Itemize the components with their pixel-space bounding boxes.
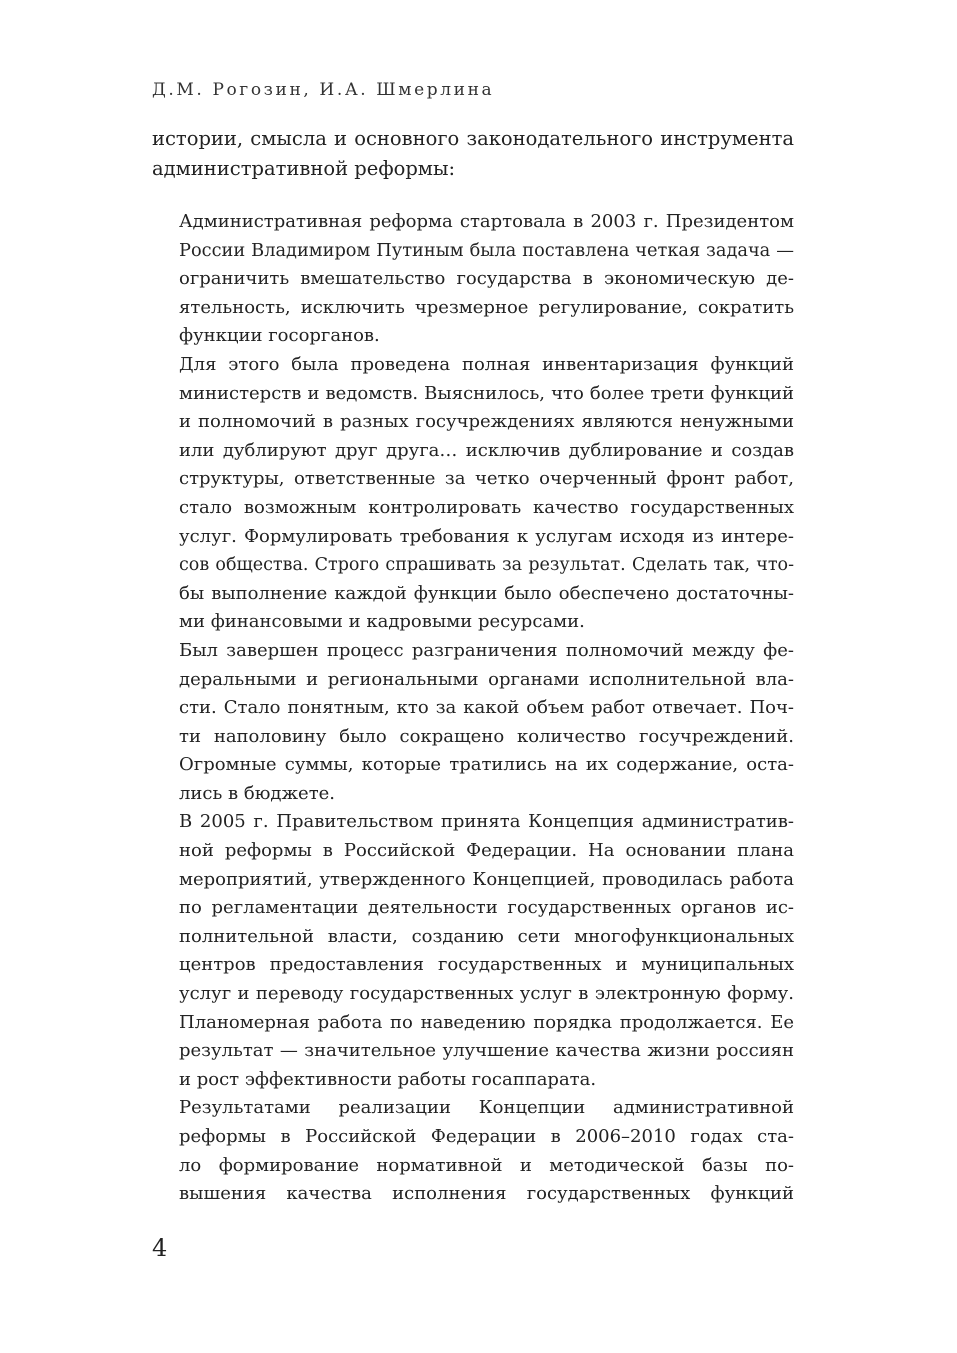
quote-line: В 2005 г. Правительством принята Концепция административ- — [179, 811, 794, 833]
quote-line: министерств и ведомств. Выяснилось, что более трети функций — [179, 382, 794, 404]
intro-line: административной реформы: — [152, 157, 456, 180]
quote-line: сти. Стало понятным, кто за какой объем работ отвечает. Поч- — [179, 697, 794, 719]
quote-line: результат — значительное улучшение качества жизни россиян — [179, 1040, 794, 1062]
quote-line: Результатами реализации Концепции административной — [179, 1097, 794, 1119]
quote-line: лись в бюджете. — [179, 782, 336, 804]
quote-line: стало возможным контролировать качество государственных — [179, 496, 794, 518]
quote-line: и рост эффективности работы госаппарата. — [179, 1068, 597, 1090]
quote-line: вышения качества исполнения государственных функций — [179, 1183, 794, 1205]
quote-line: Планомерная работа по наведению порядка продолжается. Ее — [179, 1011, 794, 1033]
quote-line: функции госорганов. — [179, 325, 380, 347]
quote-line: Для этого была проведена полная инвентаризация функций — [179, 353, 794, 375]
quote-line: деральными и региональными органами исполнительной вла- — [179, 668, 794, 690]
quote-line: ми финансовыми и кадровыми ресурсами. — [179, 611, 585, 633]
quote-line: или дублируют друг друга… исключив дублирование и создав — [179, 439, 794, 461]
quote-line: полнительной власти, созданию сети многофункциональных — [179, 925, 794, 947]
quote-line: Административная реформа стартовала в 2003 г. Президентом — [179, 211, 794, 232]
quote-line: и полномочий в разных госучреждениях являются ненужными — [179, 411, 794, 433]
quote-line: услуг. Формулировать требования к услугам исходя из интере- — [179, 525, 794, 547]
quote-line: ной реформы в Российской Федерации. На основании плана — [179, 840, 794, 862]
quote-line: ло формирование нормативной и методической базы по- — [179, 1154, 794, 1176]
quote-line: России Владимиром Путиным была поставлена четкая задача — — [179, 240, 794, 261]
quote-line: мероприятий, утвержденного Концепцией, проводилась работа — [179, 868, 794, 890]
quote-line: Огромные суммы, которые тратились на их содержание, оста- — [179, 754, 794, 776]
quote-line: ти наполовину было сокращено количество госучреждений. — [179, 725, 794, 747]
quote-line: по регламентации деятельности государственных органов ис- — [179, 897, 794, 919]
quote-line: сов общества. Строго спрашивать за результат. Сделать так, что- — [179, 555, 794, 576]
running-head: Д.М. Рогозин, И.А. Шмерлина — [152, 80, 495, 100]
quote-line: Был завершен процесс разграничения полномочий между фе- — [179, 639, 794, 661]
quote-line: ятельность, исключить чрезмерное регулирование, сократить — [179, 296, 794, 318]
intro-paragraph — [152, 124, 794, 184]
quote-block — [179, 208, 794, 1209]
intro-line: истории, смысла и основного законодательного инструмента — [152, 127, 794, 150]
quote-line: услуг и переводу государственных услуг в электронную форму. — [179, 983, 794, 1005]
quote-line: центров предоставления государственных и муниципальных — [179, 954, 794, 976]
page-number: 4 — [152, 1234, 168, 1262]
quote-line: структуры, ответственные за четко очерченный фронт работ, — [179, 468, 794, 490]
quote-line: ограничить вмешательство государства в экономическую де- — [179, 268, 794, 290]
quote-line: реформы в Российской Федерации в 2006–2010 годах ста- — [179, 1126, 794, 1147]
quote-line: бы выполнение каждой функции было обеспечено достаточны- — [179, 582, 794, 604]
